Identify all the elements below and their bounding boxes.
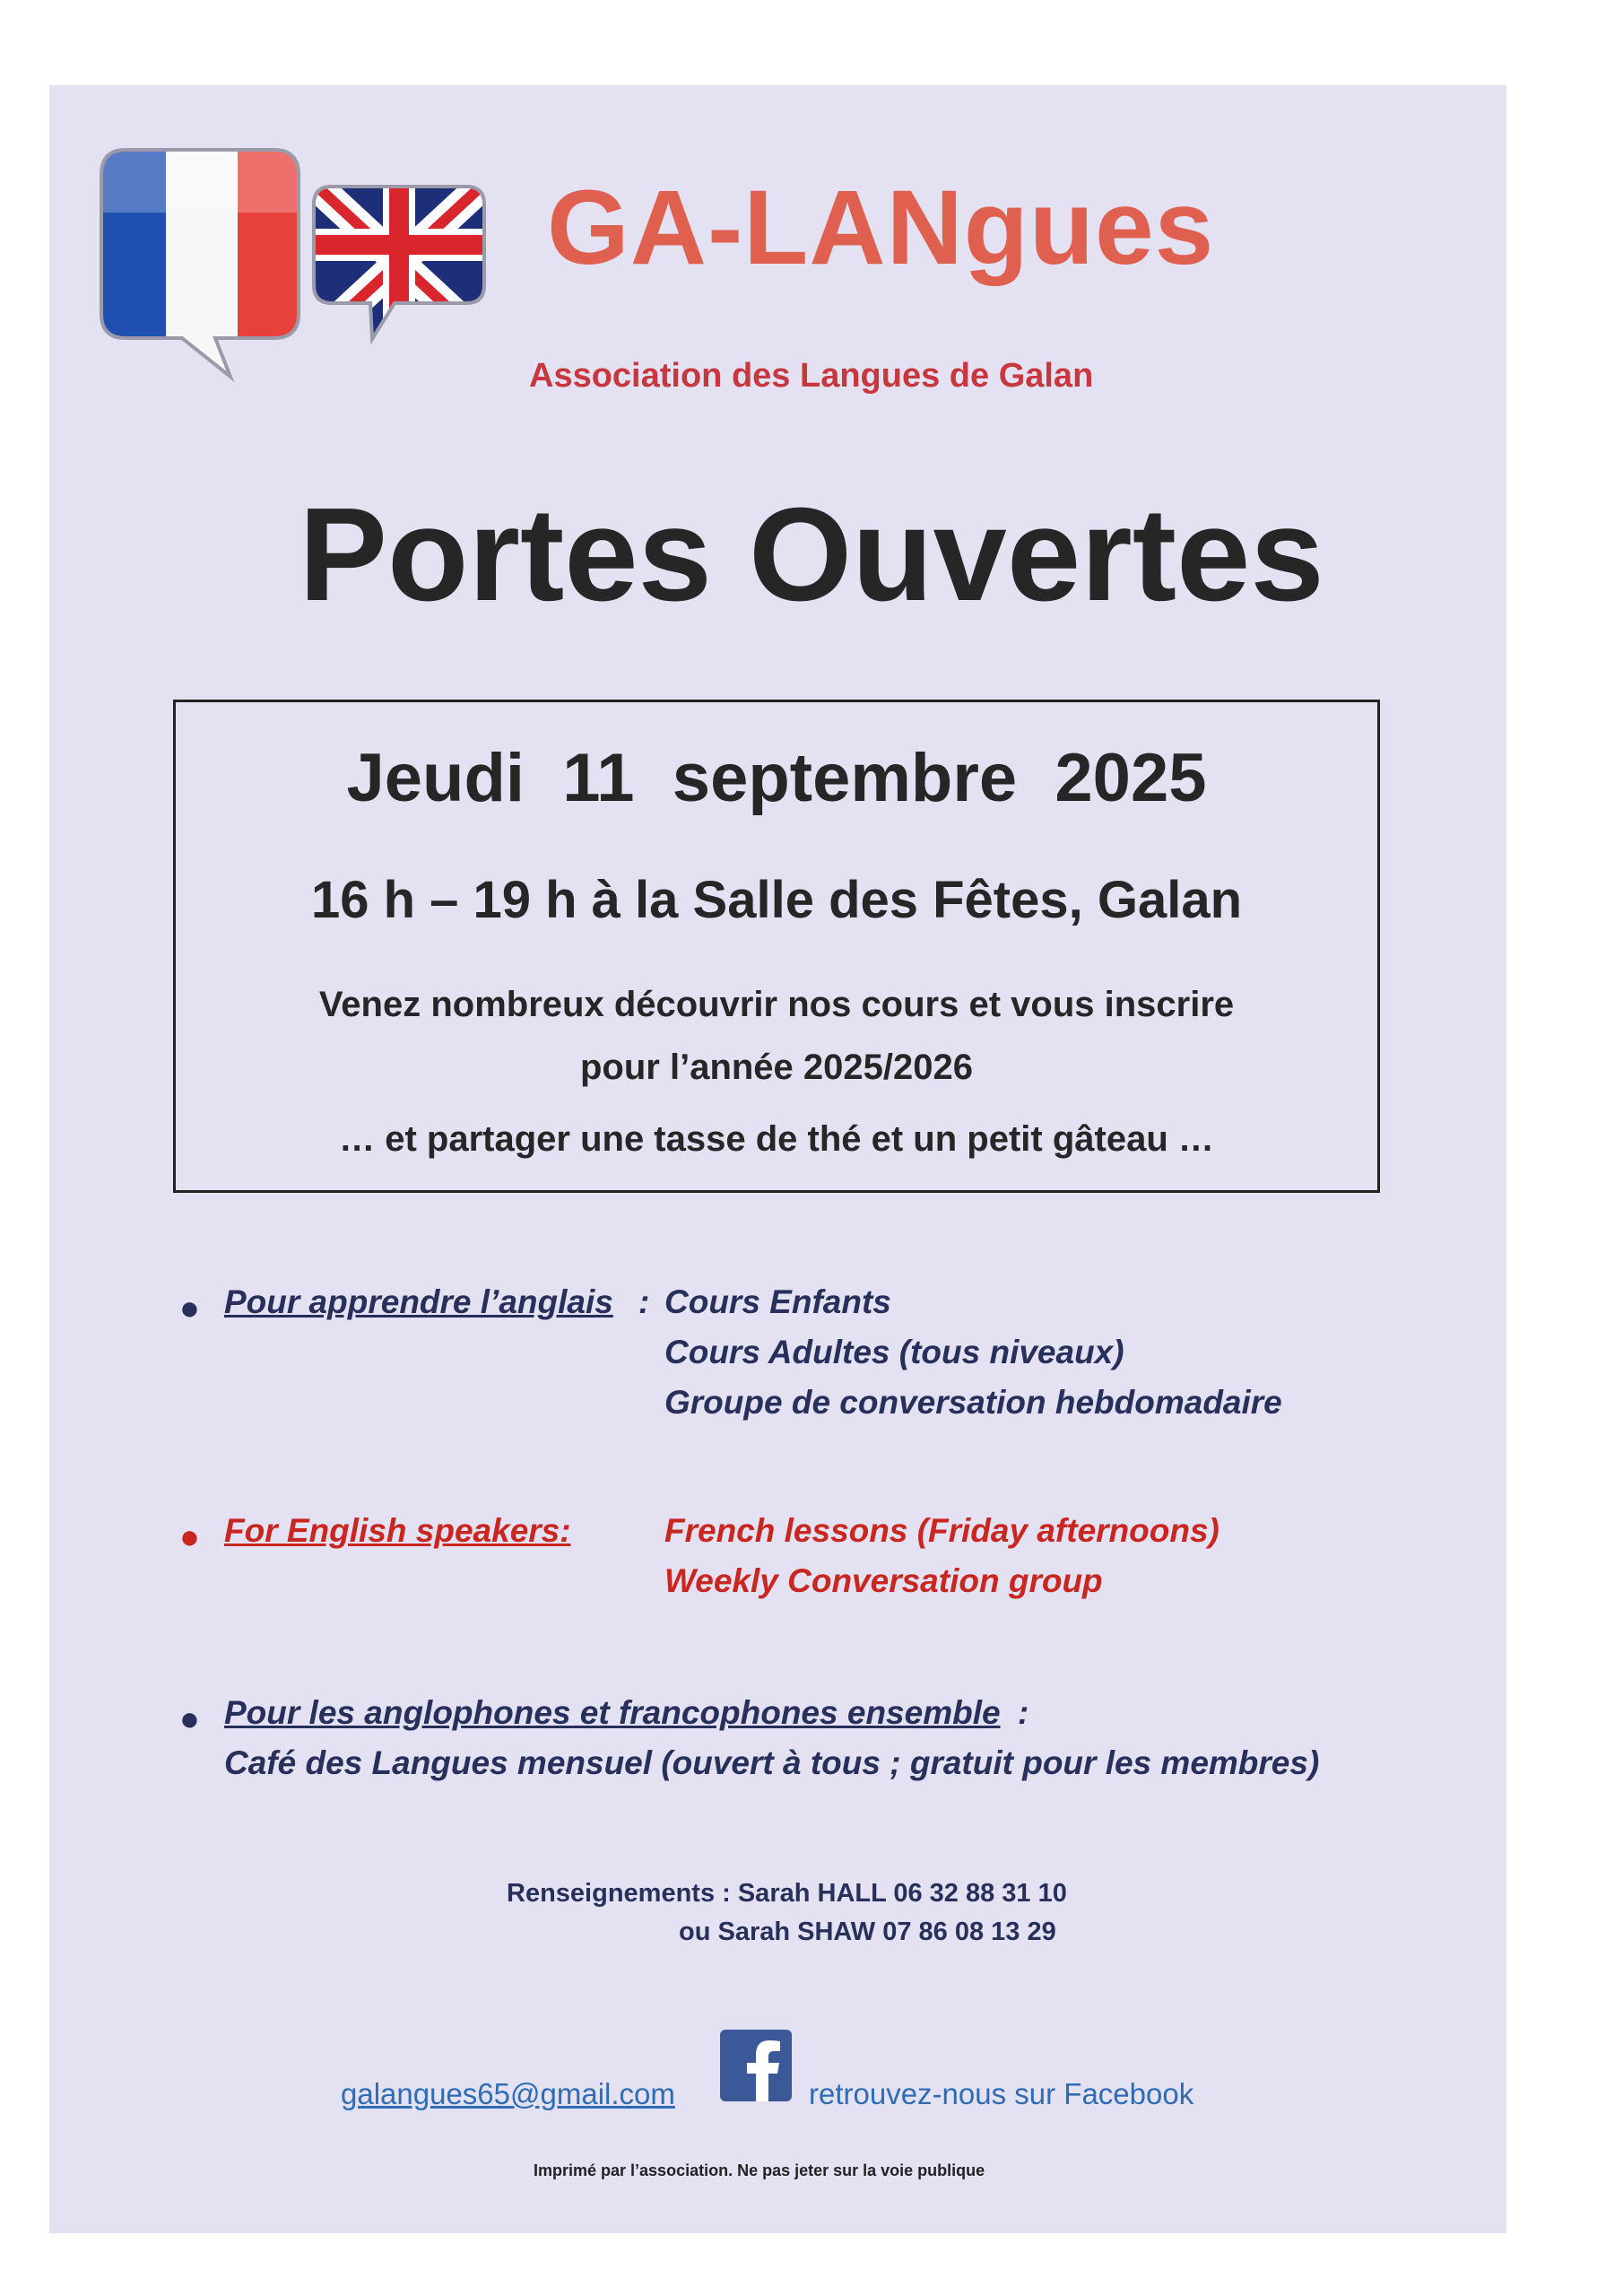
bullet-dot: ● — [179, 1518, 200, 1556]
event-time-place: 16 h – 19 h à la Salle des Fêtes, Galan — [310, 871, 1243, 929]
page-title: Portes Ouvertes — [299, 481, 1324, 629]
facebook-f-icon — [720, 2030, 792, 2101]
uk-flag-bubble-icon — [309, 179, 489, 345]
section-together-description: Café des Langues mensuel (ouvert à tous ; gratuit pour les membres) — [224, 1744, 1320, 1781]
bullet-dot: ● — [179, 1700, 200, 1738]
section-english-speakers-label: For English speakers: — [224, 1512, 571, 1549]
facebook-icon[interactable] — [720, 2030, 792, 2101]
french-flag-bubble-icon — [94, 139, 309, 404]
list-item: Cours Enfants — [664, 1283, 891, 1320]
list-item: Cours Adultes (tous niveaux) — [664, 1334, 1124, 1370]
section-colon: : — [638, 1283, 650, 1320]
event-invitation — [173, 973, 1380, 1099]
contact-line-2: ou Sarah SHAW 07 86 08 13 29 — [679, 1918, 1056, 1946]
list-item: Groupe de conversation hebdomadaire — [664, 1384, 1282, 1421]
contact-line-1: Renseignements : Sarah HALL 06 32 88 31 10 — [507, 1879, 1067, 1908]
list-item: French lessons (Friday afternoons) — [664, 1512, 1219, 1549]
facebook-link[interactable]: retrouvez-nous sur Facebook — [809, 2077, 1194, 2110]
invitation-line-1: Venez nombreux découvrir nos cours et vous inscrire — [318, 985, 1235, 1024]
event-date: Jeudi 11 septembre 2025 — [346, 740, 1207, 816]
print-notice: Imprimé par l’association. Ne pas jeter sur la voie publique — [534, 2161, 985, 2179]
section-colon: : — [1018, 1694, 1029, 1731]
section-english-learning-label: Pour apprendre l’anglais — [224, 1283, 613, 1320]
brand-name: GA-LANgues — [547, 169, 1215, 287]
email-link[interactable]: galangues65@gmail.com — [341, 2077, 675, 2110]
bullet-dot: ● — [179, 1290, 200, 1327]
section-together-label: Pour les anglophones et francophones ensemble — [224, 1694, 1001, 1731]
list-item: Weekly Conversation group — [664, 1562, 1103, 1599]
event-tea-line: … et partager une tasse de thé et un petit gâteau … — [339, 1119, 1214, 1159]
invitation-line-2: pour l’année 2025/2026 — [579, 1048, 973, 1087]
association-subtitle: Association des Langues de Galan — [529, 357, 1094, 395]
